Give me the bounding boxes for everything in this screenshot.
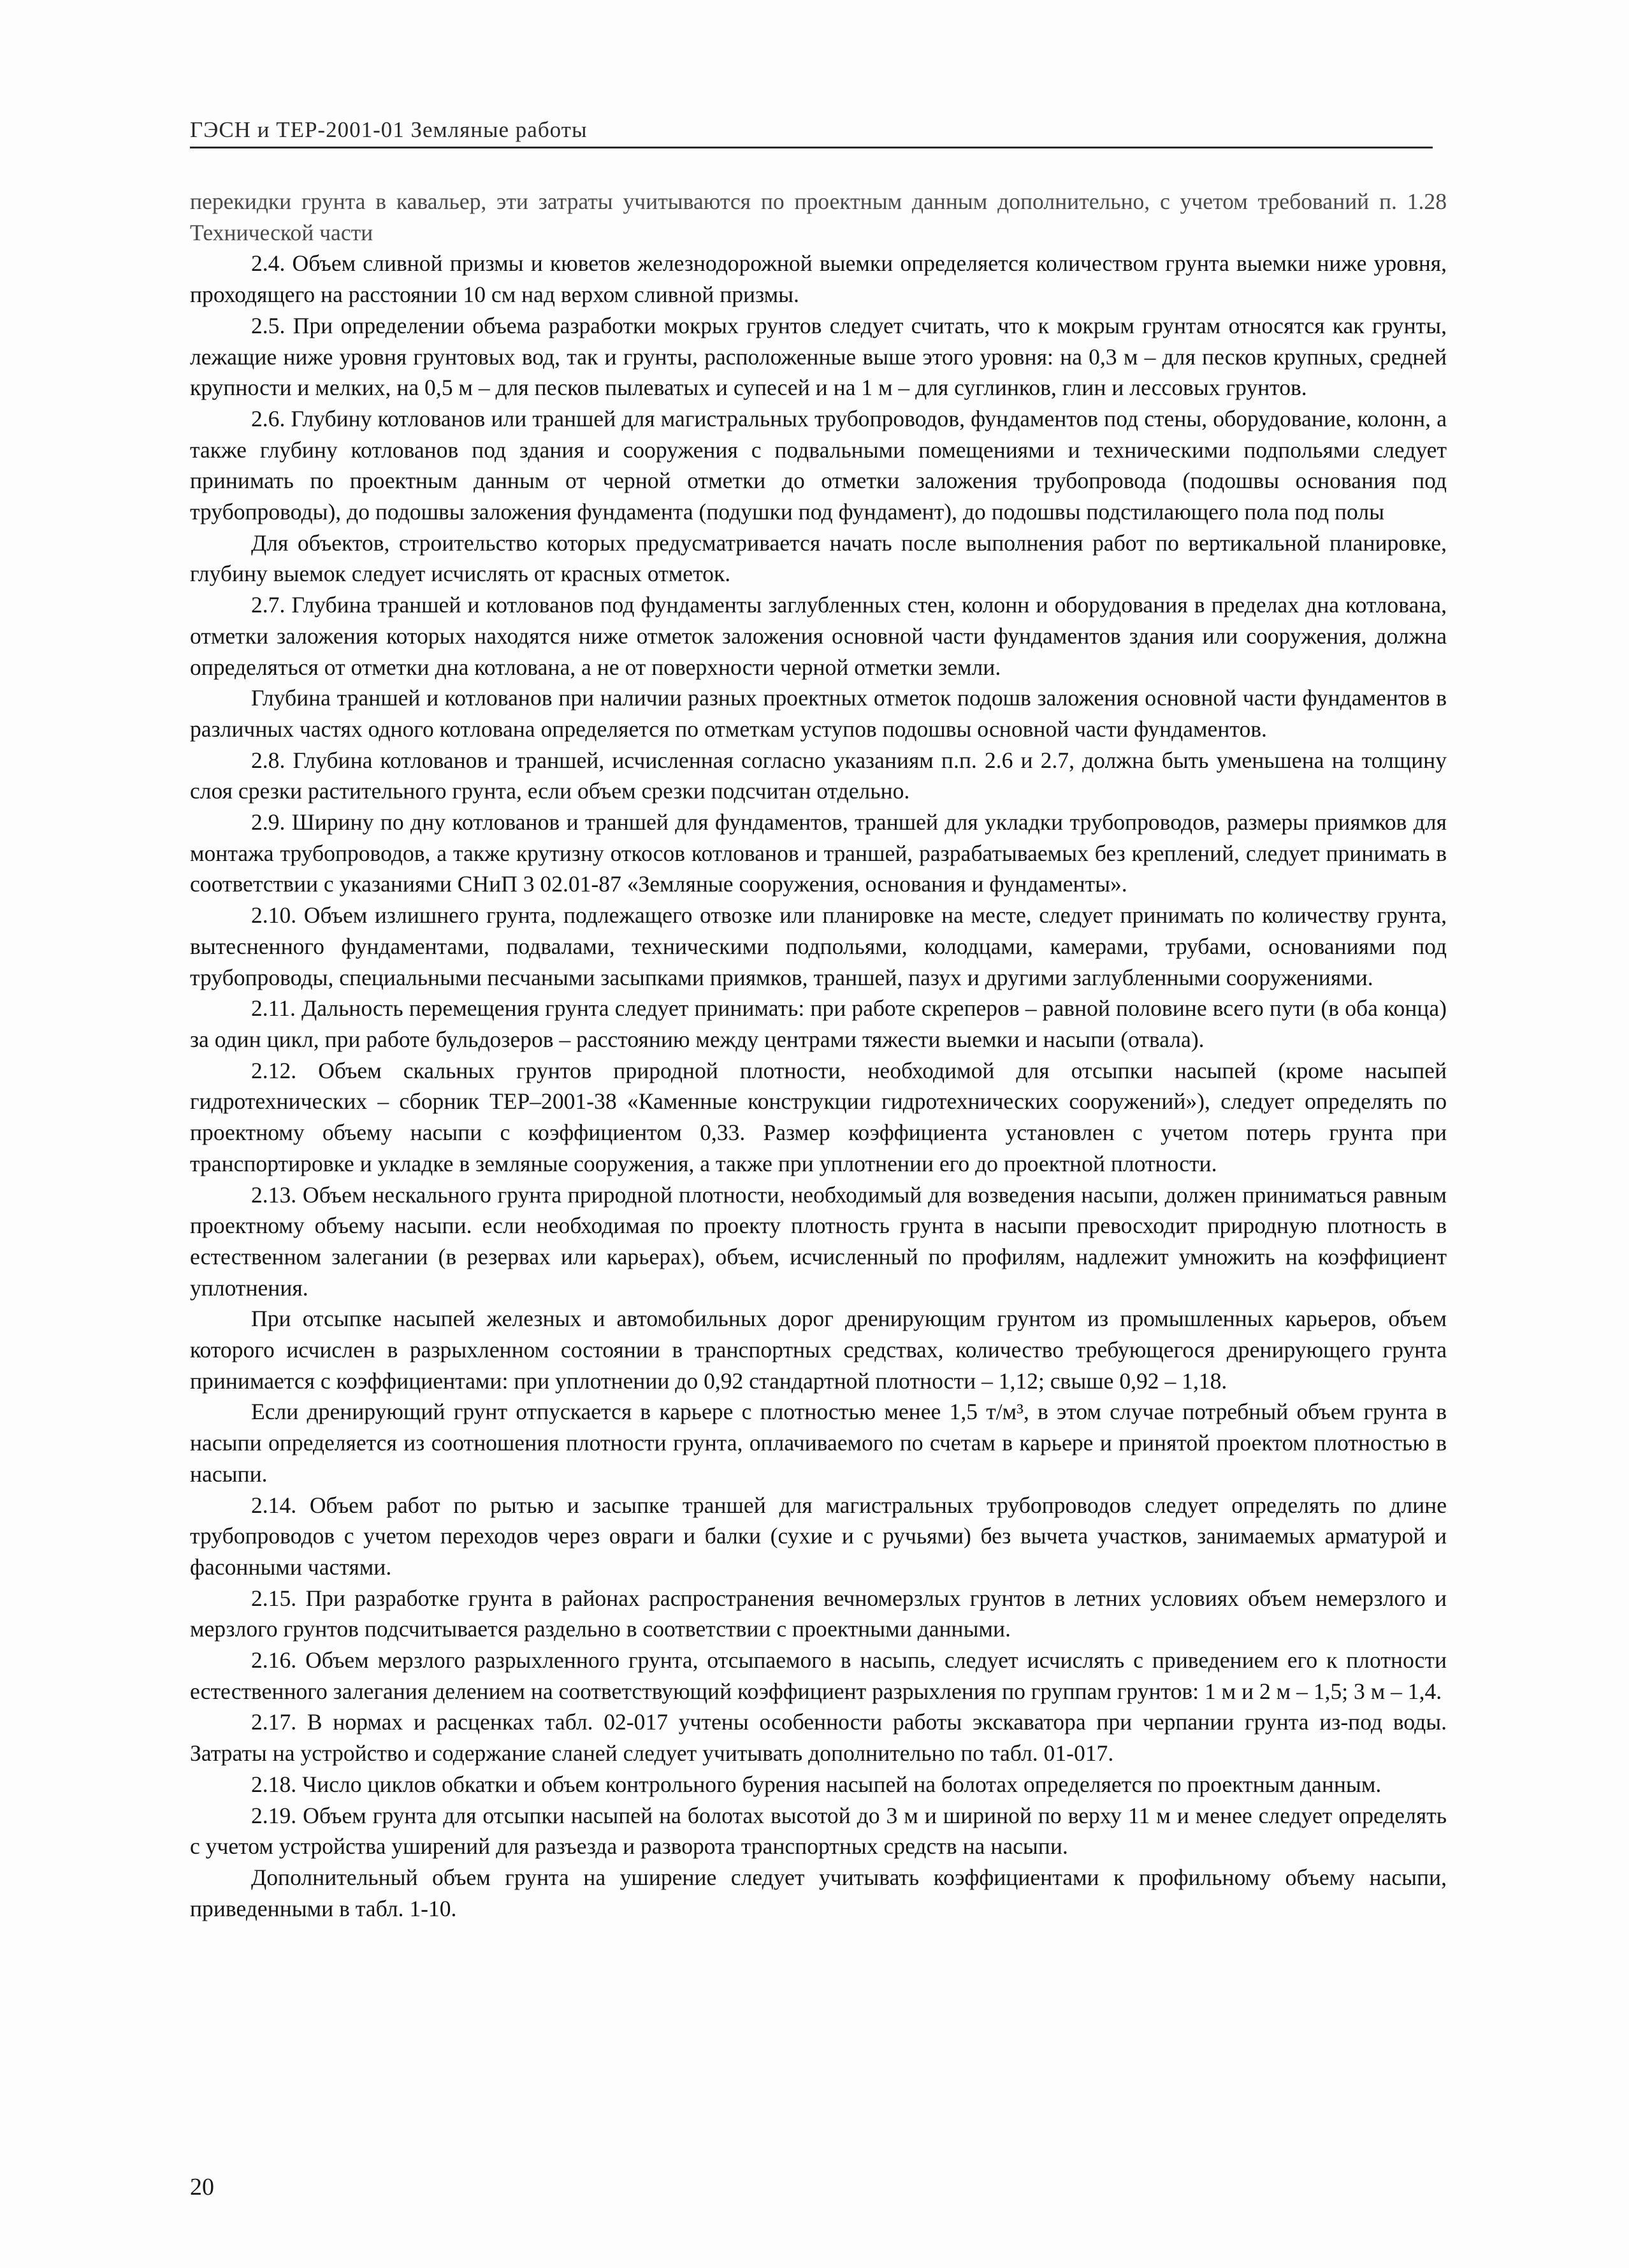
paragraph-2-7-note: Глубина траншей и котлованов при наличии разных проектных отметок подошв заложения основной части фундаментов в различных частях одного котлована определяется по отметкам уступов подошвы основной части фундаментов. (190, 685, 1447, 742)
paragraph-2-11: 2.11. Дальность перемещения грунта следует принимать: при работе скреперов – равной половине всего пути (в оба конца) за один цикл, при работе бульдозеров – расстоянию между центрами тяжести выемки и насыпи (отвала). (190, 995, 1447, 1052)
paragraph-2-19-note: Дополнительный объем грунта на уширение следует учитывать коэффициентами к профильному объему насыпи, приведенными в табл. 1-10. (190, 1864, 1447, 1921)
paragraph-2-7: 2.7. Глубина траншей и котлованов под фундаменты заглубленных стен, колонн и оборудования в пределах дна котлована, отметки заложения которых находятся ниже отметок заложения основной части фундаментов здания или сооружения, должна определяться от отметки дна котлована, а не от поверхности черной отметки земли. (190, 592, 1447, 680)
paragraph-2-10: 2.10. Объем излишнего грунта, подлежащего отвозке или планировке на месте, следует принимать по количеству грунта, вытесненного фундаментами, подвалами, техническими подпольями, колодцами, камерами, трубами, основаниями под трубопроводы, специальными песчаными засыпками приямков, траншей, пазух и другими заглубленными сооружениями. (190, 902, 1447, 990)
paragraph-2-6-note: Для объектов, строительство которых предусматривается начать после выполнения работ по вертикальной планировке, глубину выемок следует исчислять от красных отметок. (190, 530, 1447, 587)
paragraph-2-13: 2.13. Объем нескального грунта природной плотности, необходимый для возведения насыпи, должен приниматься равным проектному объему насыпи. если необходимая по проекту плотность грунта в насыпи превосходит природную плотность в естественном залегании (в резервах или карьерах), объем, исчисленный по профилям, надлежит умножить на коэффициент уплотнения. (190, 1181, 1447, 1301)
paragraph-2-14: 2.14. Объем работ по рытью и засыпке траншей для магистральных трубопроводов следует определять по длине трубопроводов с учетом переходов через овраги и балки (сухие и с ручьями) без вычета участков, занимаемых арматурой и фасонными частями. (190, 1492, 1447, 1580)
body-text (190, 186, 1447, 1924)
paragraph-2-13-note-b: Если дренирующий грунт отпускается в карьере с плотностью менее 1,5 т/м³, в этом случае потребный объем грунта в насыпи определяется из соотношения плотности грунта, оплачиваемого по счетам в карьере и принятой проектом плотностью в насыпи. (190, 1399, 1447, 1487)
paragraph-2-4: 2.4. Объем сливной призмы и кюветов железнодорожной выемки определяется количеством грунта выемки ниже уровня, проходящего на расстоянии 10 см над верхом сливной призмы. (190, 250, 1447, 308)
page-number: 20 (190, 2174, 214, 2200)
paragraph-2-13-note-a: При отсыпке насыпей железных и автомобильных дорог дренирующим грунтом из промышленных карьеров, объем которого исчислен в разрыхленном состоянии в транспортных средствах, количество требующегося дренирующего грунта принимается с коэффициентами: при уплотнении до 0,92 стандартной плотности – 1,12; свыше 0,92 – 1,18. (190, 1306, 1447, 1394)
paragraph-2-15: 2.15. При разработке грунта в районах распространения вечномерзлых грунтов в летних условиях объем немерзлого и мерзлого грунтов подсчитывается раздельно в соответствии с проектными данными. (190, 1585, 1447, 1642)
paragraph-2-9: 2.9. Ширину по дну котлованов и траншей для фундаментов, траншей для укладки трубопроводов, размеры приямков для монтажа трубопроводов, а также крутизну откосов котлованов и траншей, разрабатываемых без креплений, следует принимать в соответствии с указаниями СНиП 3 02.01-87 «Земляные сооружения, основания и фундаменты». (190, 809, 1447, 897)
paragraph-2-6: 2.6. Глубину котлованов или траншей для магистральных трубопроводов, фундаментов под стены, оборудование, колонн, а также глубину котлованов под здания и сооружения с подвальными помещениями и техническими подпольями следует принимать по проектным данным от черной отметки до отметки заложения трубопровода (подошвы основания под трубопроводы), до подошвы заложения фундамента (подушки под фундамент), до подошвы подстилающего пола под полы (190, 405, 1447, 525)
header-title: ГЭСН и ТЕР-2001-01 Земляные работы (190, 117, 588, 142)
paragraph-2-18: 2.18. Число циклов обкатки и объем контрольного бурения насыпей на болотах определяется по проектным данным. (251, 1771, 1382, 1797)
paragraph-2-8: 2.8. Глубина котлованов и траншей, исчисленная согласно указаниям п.п. 2.6 и 2.7, должна быть уменьшена на толщину слоя срезки растительного грунта, если объем срезки подсчитан отдельно. (190, 747, 1447, 804)
paragraph-2-16: 2.16. Объем мерзлого разрыхленного грунта, отсыпаемого в насыпь, следует исчислять с приведением его к плотности естественного залегания делением на соответствующий коэффициент разрыхления по группам грунтов: 1 м и 2 м – 1,5; 3 м – 1,4. (190, 1647, 1447, 1704)
paragraph-2-19: 2.19. Объем грунта для отсыпки насыпей на болотах высотой до 3 м и шириной по верху 11 м и менее следует определять с учетом устройства уширений для разъезда и разворота транспортных средств на насыпи. (190, 1802, 1447, 1860)
paragraph-continued: перекидки грунта в кавальер, эти затраты учитываются по проектным данным дополнительно, с учетом требований п. 1.28 Технической части (190, 189, 1447, 245)
paragraph-2-12: 2.12. Объем скальных грунтов природной плотности, необходимой для отсыпки насыпей (кроме насыпей гидротехнических – сборник ТЕР–2001-38 «Каменные конструкции гидротехнических сооружений»), следует определять по проектному объему насыпи с коэффициентом 0,33. Размер коэффициента установлен с учетом потерь грунта при транспортировке и укладке в земляные сооружения, а также при уплотнении его до проектной плотности. (190, 1057, 1447, 1176)
paragraph-2-5: 2.5. При определении объема разработки мокрых грунтов следует считать, что к мокрым грунтам относятся как грунты, лежащие ниже уровня грунтовых вод, так и грунты, расположенные выше этого уровня: на 0,3 м – для песков крупных, средней крупности и мелких, на 0,5 м – для песков пылеватых и супесей и на 1 м – для суглинков, глин и лессовых грунтов. (190, 312, 1447, 401)
running-header (190, 117, 1433, 148)
paragraph-2-17: 2.17. В нормах и расценках табл. 02-017 учтены особенности работы экскаватора при черпании грунта из-под воды. Затраты на устройство и содержание сланей следует учитывать дополнительно по табл. 01-017. (190, 1709, 1447, 1766)
